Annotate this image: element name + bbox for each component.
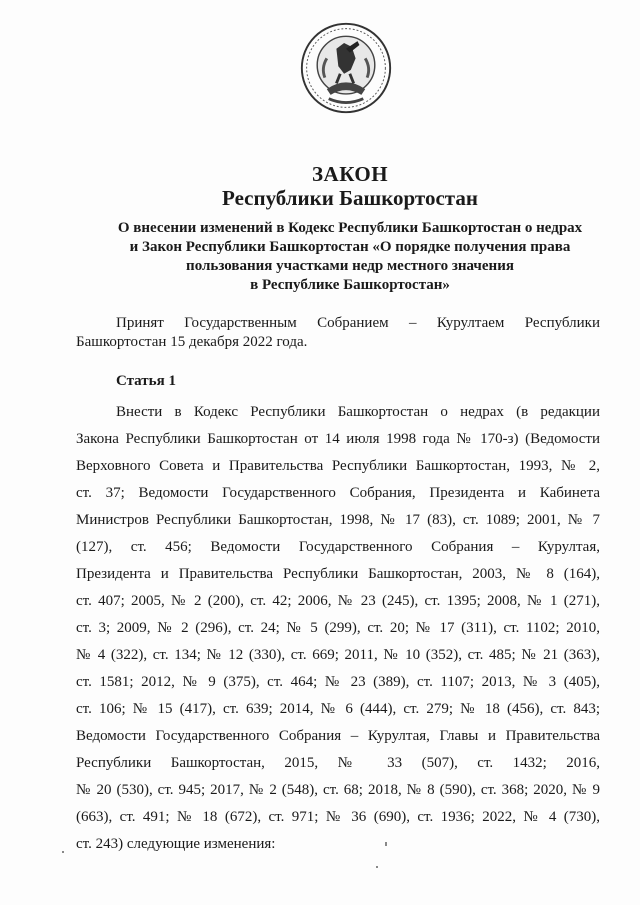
body-line: Ведомости Государственного Собрания – Курултая, Главы и Правительства (76, 728, 600, 744)
body-line: ст. 3; 2009, № 2 (296), ст. 24; № 5 (299), ст. 20; № 17 (311), ст. 1102; 2010, (76, 620, 600, 636)
body-line: № 20 (530), ст. 945; 2017, № 2 (548), ст. 68; 2018, № 8 (590), ст. 368; 2020, № 9 (76, 782, 600, 798)
body-line: (127), ст. 456; Ведомости Государственного Собрания – Курултая, (76, 539, 600, 555)
heading-line: пользования участками недр местного значения (186, 258, 514, 274)
scan-speck (62, 851, 64, 853)
adoption-line: Башкортостан 15 декабря 2022 года. (76, 334, 308, 350)
body-line: ст. 243) следующие изменения: (76, 836, 276, 852)
body-line: ст. 37; Ведомости Государственного Собрания, Президента и Кабинета (76, 485, 600, 501)
heading-line: в Республике Башкортостан» (250, 277, 450, 293)
body-line: Министров Республики Башкортостан, 1998, № 17 (83), ст. 1089; 2001, № 7 (76, 512, 600, 528)
body-line: Закона Республики Башкортостан от 14 июля 1998 года № 170-з) (Ведомости (76, 431, 600, 447)
scan-speck (385, 842, 387, 846)
body-line: № 4 (322), ст. 134; № 12 (330), ст. 669; 2011, № 10 (352), ст. 485; № 21 (363), (76, 647, 600, 663)
body-line: ст. 407; 2005, № 2 (200), ст. 42; 2006, № 23 (245), ст. 1395; 2008, № 1 (271), (76, 593, 600, 609)
heading-line: О внесении изменений в Кодекс Республики Башкортостан о недрах (117, 220, 583, 236)
body-line: Президента и Правительства Республики Башкортостан, 2003, № 8 (164), (76, 566, 600, 582)
body-line: ст. 1581; 2012, № 9 (375), ст. 464; № 23 (389), ст. 1107; 2013, № 3 (405), (76, 674, 600, 690)
law-subtitle: Республики Башкортостан (222, 186, 478, 210)
body-line: Верховного Совета и Правительства Республики Башкортостан, 1993, № 2, (76, 458, 600, 474)
body-line: (663), ст. 491; № 18 (672), ст. 971; № 36 (690), ст. 1936; 2022, № 4 (730), (76, 809, 600, 825)
body-line: ст. 106; № 15 (417), ст. 639; 2014, № 6 (444), ст. 279; № 18 (456), ст. 843; (76, 701, 600, 717)
body-line: Внести в Кодекс Республики Башкортостан о недрах (в редакции (116, 404, 600, 420)
coat-of-arms-emblem (298, 20, 394, 116)
article-body (76, 399, 600, 858)
adoption-line: Принят Государственным Собранием – Курултаем Республики (116, 315, 600, 331)
adoption-note (76, 314, 600, 352)
law-heading (90, 219, 610, 295)
scan-speck (376, 866, 378, 868)
heading-line: и Закон Республики Башкортостан «О порядке получения права (129, 239, 571, 255)
article-title: Статья 1 (116, 373, 176, 389)
law-title: ЗАКОН (311, 162, 389, 186)
body-line: Республики Башкортостан, 2015, № 33 (507), ст. 1432; 2016, (76, 755, 600, 771)
